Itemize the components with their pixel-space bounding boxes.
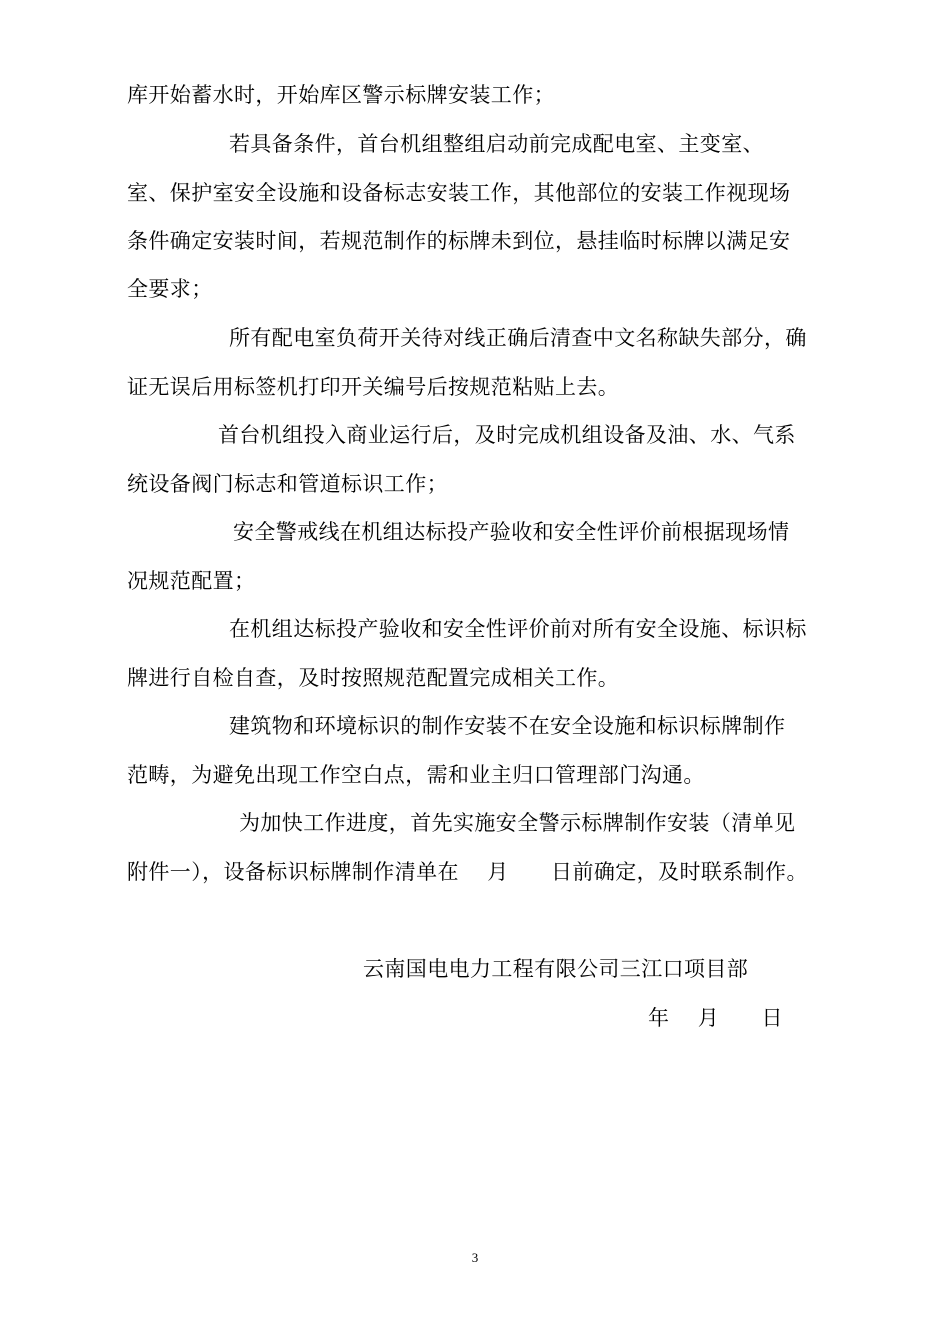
paragraph-7-line-2: 范畴，为避免出现工作空白点，需和业主归口管理部门沟通。 <box>127 763 705 787</box>
paragraph-2-line-1: 若具备条件，首台机组整组启动前完成配电室、主变室、 <box>229 132 764 156</box>
signature-date: 年 月 日 <box>648 1006 783 1030</box>
paragraph-4-line-1: 首台机组投入商业运行后，及时完成机组设备及油、水、气系 <box>218 423 796 447</box>
paragraph-4-line-2: 统设备阀门标志和管道标识工作； <box>127 472 448 496</box>
paragraph-3-line-1: 所有配电室负荷开关待对线正确后清查中文名称缺失部分，确 <box>229 326 807 350</box>
signature-organization: 云南国电电力工程有限公司三江口项目部 <box>363 957 749 981</box>
paragraph-6-line-2: 牌进行自检自查，及时按照规范配置完成相关工作。 <box>127 666 620 690</box>
paragraph-2-line-2: 室、保护室安全设施和设备标志安装工作，其他部位的安装工作视现场 <box>127 181 791 205</box>
paragraph-6-line-1: 在机组达标投产验收和安全性评价前对所有安全设施、标识标 <box>229 617 807 641</box>
paragraph-5-line-2: 况规范配置； <box>127 569 256 593</box>
page-number: 3 <box>471 1250 479 1265</box>
paragraph-3-line-2: 证无误后用标签机打印开关编号后按规范粘贴上去。 <box>127 375 620 399</box>
paragraph-1-line-1: 库开始蓄水时，开始库区警示标牌安装工作； <box>127 83 555 107</box>
paragraph-2-line-4: 全要求； <box>127 277 213 301</box>
paragraph-5-line-1: 安全警戒线在机组达标投产验收和安全性评价前根据现场情 <box>233 520 790 544</box>
paragraph-2-line-3: 条件确定安装时间，若规范制作的标牌未到位，悬挂临时标牌以满足安 <box>127 229 791 253</box>
paragraph-7-line-1: 建筑物和环境标识的制作安装不在安全设施和标识标牌制作 <box>229 714 786 738</box>
paragraph-8-line-1: 为加快工作进度，首先实施安全警示标牌制作安装（清单见 <box>239 811 796 835</box>
paragraph-8-line-2: 附件一），设备标识标牌制作清单在 月 日前确定，及时联系制作。 <box>127 860 808 884</box>
